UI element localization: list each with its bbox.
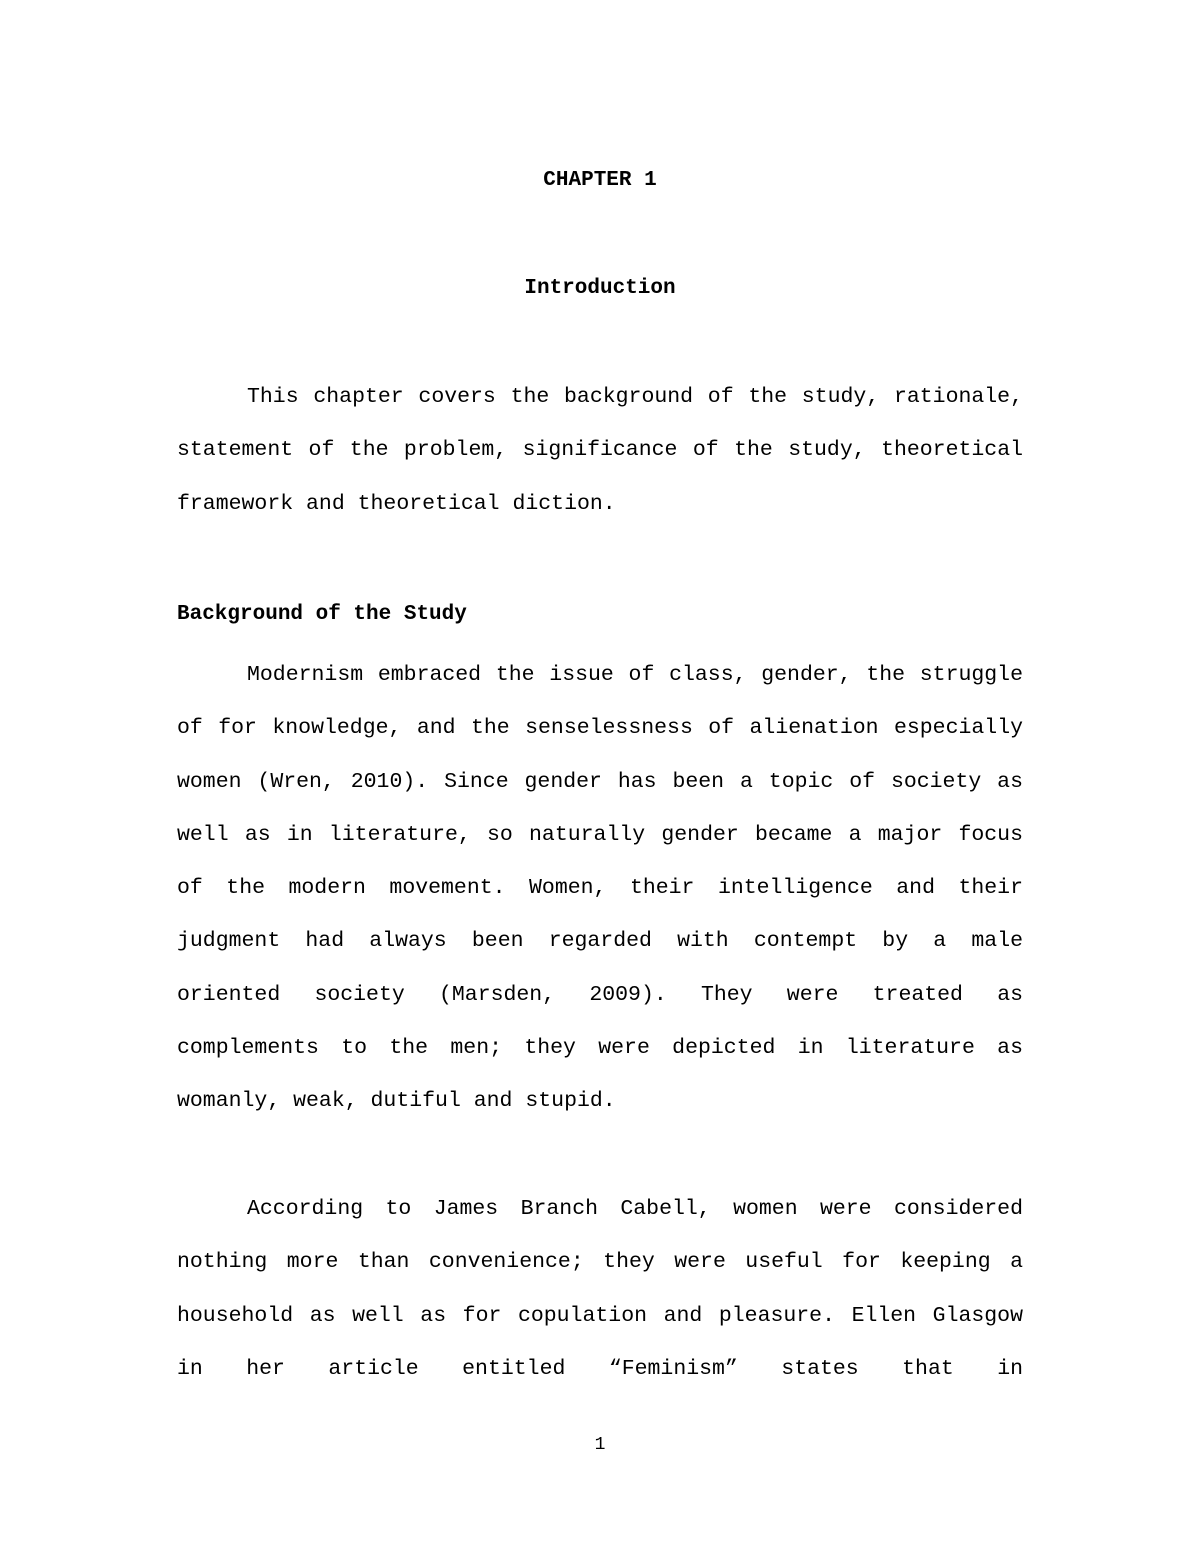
chapter-heading: CHAPTER 1 bbox=[543, 169, 657, 192]
chapter-title: Introduction bbox=[524, 277, 676, 300]
intro-paragraph: This chapter covers the background of the study, rationale, statement of the problem, significance of the study, theoretical framework and theoretical diction. bbox=[177, 385, 1023, 516]
body-paragraph: Modernism embraced the issue of class, gender, the struggle of for knowledge, and the senselessness of alienation especially women (Wren, 2010). Since gender has been a topic of society as well as in literature, so naturally gender became a major focus of the modern movement. Women, their intelligence and their judgment had always been regarded with contempt by a male oriented society (Marsden, 2009). They were treated as complements to the men; they were depicted in literature as womanly, weak, dutiful and stupid. bbox=[177, 663, 1023, 1114]
section-heading: Background of the Study bbox=[177, 603, 467, 626]
body-paragraph: According to James Branch Cabell, women were considered nothing more than convenience; they were useful for keeping a household as well as for copulation and pleasure. Ellen Glasgow in her article entitled “Feminism” states that in bbox=[177, 1197, 1023, 1381]
page-number: 1 bbox=[594, 1435, 606, 1455]
